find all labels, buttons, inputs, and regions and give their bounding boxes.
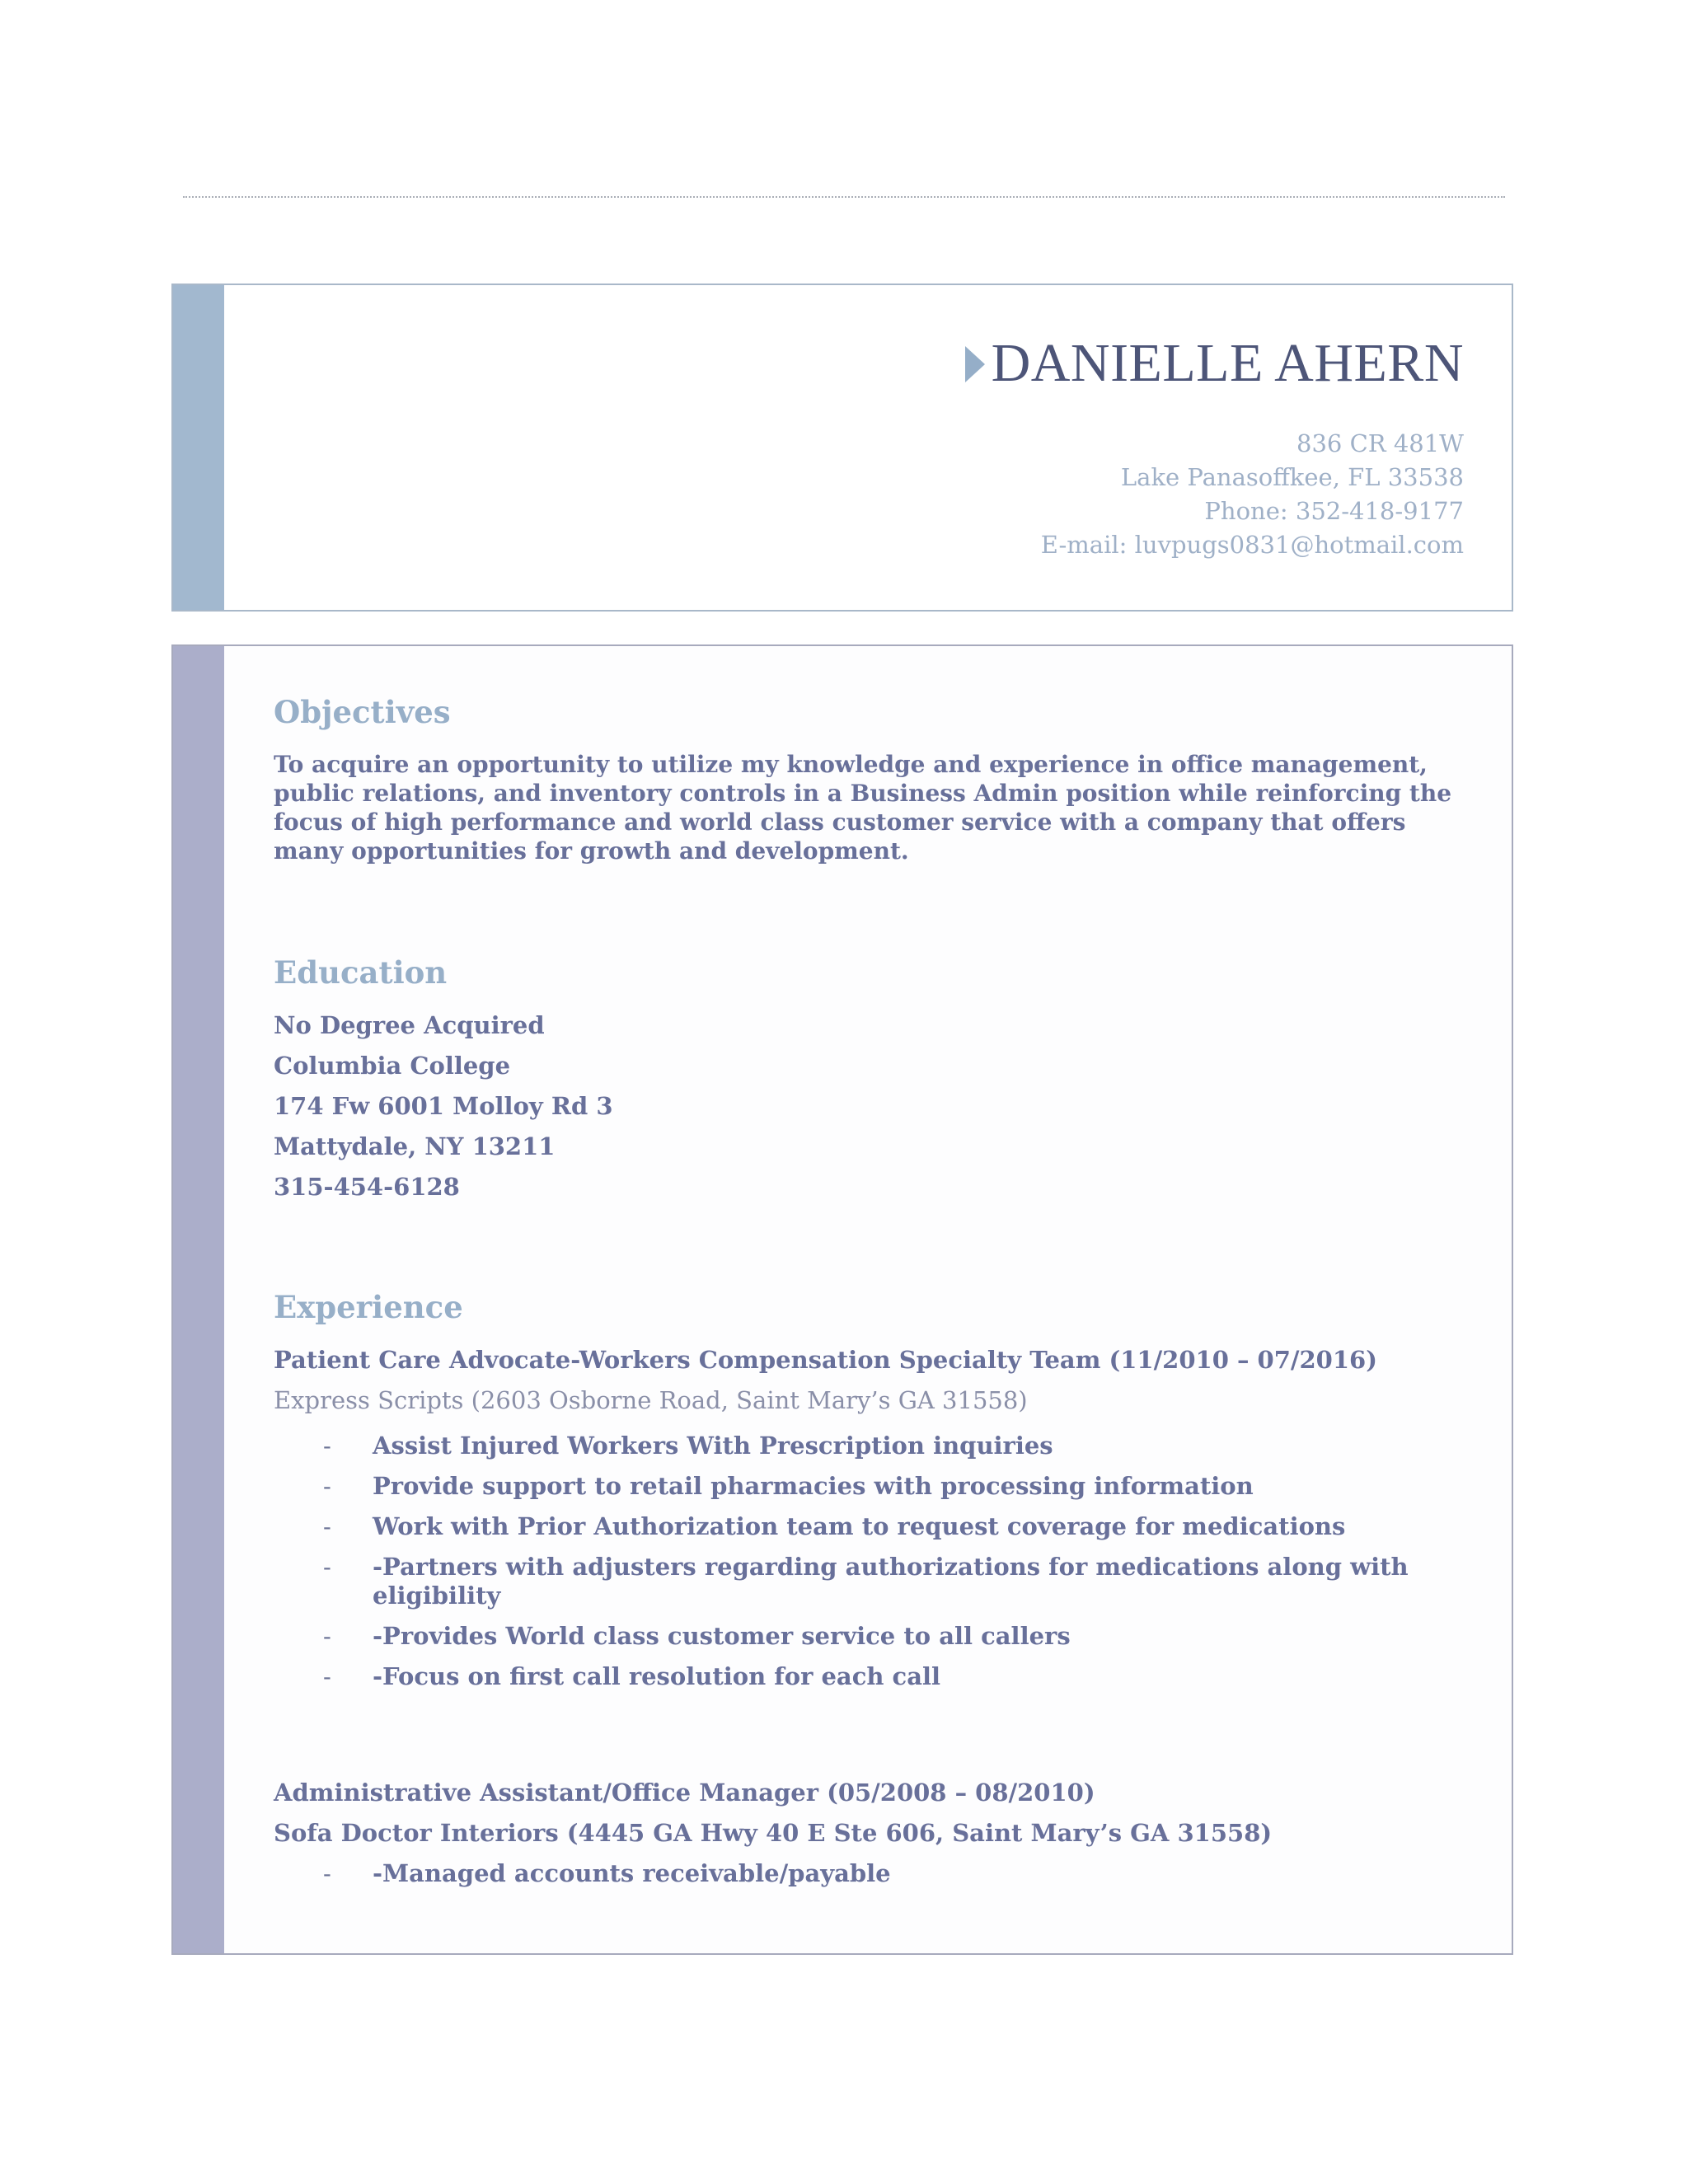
job-title: Administrative Assistant/Office Manager (05/2008 – 08/2010) — [274, 1779, 1095, 1807]
job-bullet — [323, 1512, 1428, 1541]
bullet-text: -Partners with adjusters regarding authorizations for medications along with eligibility — [373, 1553, 1409, 1610]
bullet-dash: - — [323, 1662, 331, 1690]
job-bullet — [323, 1432, 1428, 1460]
bullet-text: Provide support to retail pharmacies with processing information — [373, 1472, 1254, 1500]
bullet-text: Assist Injured Workers With Prescription inquiries — [373, 1432, 1053, 1460]
education-heading: Education — [274, 954, 448, 991]
email: E-mail: luvpugs0831@hotmail.com — [1040, 531, 1464, 559]
candidate-name: DANIELLE AHERN — [991, 333, 1464, 393]
bullet-dash: - — [323, 1432, 331, 1460]
bullet-text: -Managed accounts receivable/payable — [373, 1859, 891, 1887]
job-bullet — [323, 1472, 1428, 1501]
education-line: 174 Fw 6001 Molloy Rd 3 — [274, 1092, 613, 1120]
bullet-text: -Provides World class customer service to all callers — [373, 1622, 1071, 1650]
triangle-marker-icon — [965, 346, 985, 382]
name-row — [965, 333, 1464, 393]
bullet-dash: - — [323, 1553, 331, 1581]
bullet-dash: - — [323, 1472, 331, 1500]
top-dotted-rule — [183, 196, 1505, 198]
bullet-dash: - — [323, 1622, 331, 1650]
objectives-text: To acquire an opportunity to utilize my knowledge and experience in office management, public relations, and inventory controls in a Business Admin position while reinforcing the focus of high performance and world class customer service with a company that offers many opportunities for growth and development. — [274, 751, 1452, 865]
job-bullet — [323, 1553, 1428, 1610]
header-accent-bar — [173, 285, 224, 610]
contact-block — [1041, 427, 1464, 562]
address-line-1: 836 CR 481W — [1296, 429, 1464, 457]
job-company: Express Scripts (2603 Osborne Road, Saint Mary’s GA 31558) — [274, 1386, 1028, 1414]
objectives-heading: Objectives — [274, 694, 451, 730]
education-line: Mattydale, NY 13211 — [274, 1132, 556, 1160]
header-box — [171, 284, 1513, 612]
job-bullet — [323, 1662, 1428, 1691]
experience-heading: Experience — [274, 1289, 463, 1325]
education-line: 315-454-6128 — [274, 1173, 460, 1201]
bullet-text: -Focus on first call resolution for each call — [373, 1662, 941, 1690]
job-title: Patient Care Advocate-Workers Compensation Specialty Team (11/2010 – 07/2016) — [274, 1346, 1377, 1374]
job-company: Sofa Doctor Interiors (4445 GA Hwy 40 E Ste 606, Saint Mary’s GA 31558) — [274, 1819, 1273, 1847]
bullet-text: Work with Prior Authorization team to request coverage for medications — [373, 1512, 1346, 1540]
body-accent-bar — [173, 646, 224, 1953]
bullet-dash: - — [323, 1859, 331, 1887]
phone: Phone: 352-418-9177 — [1204, 497, 1464, 525]
bullet-dash: - — [323, 1512, 331, 1540]
education-line: No Degree Acquired — [274, 1011, 545, 1039]
education-line: Columbia College — [274, 1052, 511, 1080]
job-bullet — [323, 1622, 1428, 1651]
address-line-2: Lake Panasoffkee, FL 33538 — [1120, 463, 1464, 491]
job-bullet — [323, 1859, 1428, 1888]
body-box — [171, 644, 1513, 1955]
